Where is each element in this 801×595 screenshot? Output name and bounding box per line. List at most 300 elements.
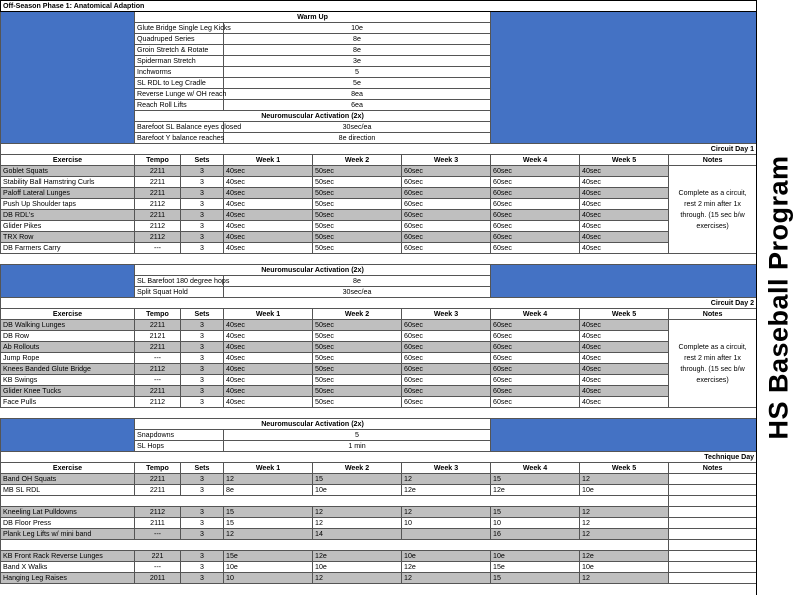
- cell: 50sec: [313, 375, 402, 386]
- cell: 40sec: [580, 188, 669, 199]
- cell: 3: [181, 529, 224, 540]
- exercise-row: [1, 353, 757, 364]
- exercise-row: [1, 551, 757, 562]
- column-header: Week 3: [402, 155, 491, 166]
- column-header: Exercise: [1, 155, 135, 166]
- cell: 2112: [135, 221, 181, 232]
- column-header: Sets: [181, 155, 224, 166]
- cell: 60sec: [402, 375, 491, 386]
- cell: 60sec: [402, 188, 491, 199]
- exercise-name: Band X Walks: [1, 562, 135, 573]
- cell: 60sec: [491, 353, 580, 364]
- cell: 12: [402, 474, 491, 485]
- prescription: 8e: [224, 276, 491, 287]
- column-header: Tempo: [135, 309, 181, 320]
- cell: 12: [580, 573, 669, 584]
- cell: 60sec: [402, 210, 491, 221]
- cell: 3: [181, 375, 224, 386]
- cell: 60sec: [491, 199, 580, 210]
- cell: 40sec: [224, 353, 313, 364]
- cell: 2211: [135, 474, 181, 485]
- exercise-name: Spiderman Stretch: [135, 56, 224, 67]
- notes-cell: [669, 529, 757, 540]
- cell: 15: [491, 507, 580, 518]
- cell: 60sec: [402, 386, 491, 397]
- cell: 12: [224, 474, 313, 485]
- prescription: 30sec/ea: [224, 287, 491, 298]
- cell: 50sec: [313, 177, 402, 188]
- prescription: 8ea: [224, 89, 491, 100]
- exercise-name: SL RDL to Leg Cradle: [135, 78, 224, 89]
- cell: 10e: [313, 485, 402, 496]
- cell: 3: [181, 507, 224, 518]
- column-header: Week 5: [580, 155, 669, 166]
- program-title: HS Baseball Program: [763, 155, 794, 440]
- cell: 40sec: [224, 210, 313, 221]
- cell: 50sec: [313, 188, 402, 199]
- cell: 10e: [491, 551, 580, 562]
- notes-cell: [669, 496, 757, 507]
- exercise-row: [1, 188, 757, 199]
- exercise-name: Push Up Shoulder taps: [1, 199, 135, 210]
- header-row: [1, 463, 757, 474]
- exercise-name: DB Farmers Carry: [1, 243, 135, 254]
- day-label-row: [1, 452, 757, 463]
- column-header: Week 2: [313, 309, 402, 320]
- title-row: [1, 1, 757, 12]
- cell: 10e: [580, 485, 669, 496]
- cell: 60sec: [402, 166, 491, 177]
- exercise-row: [1, 507, 757, 518]
- exercise-name: Split Squat Hold: [135, 287, 224, 298]
- cell: 50sec: [313, 166, 402, 177]
- cell: ---: [135, 375, 181, 386]
- column-header: Week 1: [224, 155, 313, 166]
- column-header: Week 1: [224, 309, 313, 320]
- exercise-name: Kneeling Lat Pulldowns: [1, 507, 135, 518]
- prescription: 6ea: [224, 100, 491, 111]
- exercise-row: [1, 342, 757, 353]
- neuro-heading-row: [1, 419, 757, 430]
- cell: ---: [135, 353, 181, 364]
- cell: 10: [402, 518, 491, 529]
- prescription: 8e direction: [224, 133, 491, 144]
- exercise-name: DB Floor Press: [1, 518, 135, 529]
- exercise-row: [1, 210, 757, 221]
- cell: [402, 529, 491, 540]
- exercise-row: [1, 331, 757, 342]
- cell: 3: [181, 573, 224, 584]
- cell: 12: [580, 529, 669, 540]
- notes-cell: [669, 540, 757, 551]
- cell: 60sec: [491, 364, 580, 375]
- blue-block-right: [491, 12, 757, 144]
- day-label: Circuit Day 1: [1, 144, 757, 155]
- cell: 2211: [135, 188, 181, 199]
- cell: ---: [135, 243, 181, 254]
- exercise-name: Goblet Squats: [1, 166, 135, 177]
- exercise-row: [1, 485, 757, 496]
- cell: 60sec: [402, 342, 491, 353]
- cell: 2111: [135, 518, 181, 529]
- column-header: Exercise: [1, 309, 135, 320]
- cell: 40sec: [224, 232, 313, 243]
- exercise-name: Snapdowns: [135, 430, 224, 441]
- cell: 10e: [580, 562, 669, 573]
- cell: 40sec: [580, 232, 669, 243]
- cell: 50sec: [313, 210, 402, 221]
- cell: 15: [224, 518, 313, 529]
- column-header: Week 2: [313, 155, 402, 166]
- cell: 50sec: [313, 397, 402, 408]
- column-header: Week 3: [402, 309, 491, 320]
- cell: 50sec: [313, 386, 402, 397]
- exercise-name: DB Row: [1, 331, 135, 342]
- cell: 40sec: [580, 375, 669, 386]
- cell: 50sec: [313, 342, 402, 353]
- cell: 40sec: [224, 386, 313, 397]
- spacer-row: [1, 496, 757, 507]
- cell: 221: [135, 551, 181, 562]
- cell: 60sec: [491, 210, 580, 221]
- cell: 60sec: [402, 320, 491, 331]
- exercise-row: [1, 562, 757, 573]
- cell: 50sec: [313, 364, 402, 375]
- cell: 2211: [135, 485, 181, 496]
- cell: 40sec: [224, 166, 313, 177]
- exercise-name: Hanging Leg Raises: [1, 573, 135, 584]
- cell: 15e: [224, 551, 313, 562]
- exercise-row: [1, 199, 757, 210]
- cell: 60sec: [402, 243, 491, 254]
- cell: 40sec: [224, 331, 313, 342]
- cell: 40sec: [224, 364, 313, 375]
- cell: 3: [181, 474, 224, 485]
- cell: 15: [491, 474, 580, 485]
- cell: 3: [181, 166, 224, 177]
- blue-block-right: [491, 419, 757, 452]
- cell: 60sec: [491, 166, 580, 177]
- exercise-name: Inchworms: [135, 67, 224, 78]
- cell: 40sec: [580, 353, 669, 364]
- cell: 60sec: [491, 188, 580, 199]
- cell: 8e: [224, 485, 313, 496]
- cell: 2112: [135, 507, 181, 518]
- notes-cell: Complete as a circuit, rest 2 min after 1x through. (15 sec b/w exercises): [669, 166, 757, 254]
- prescription: 8e: [224, 34, 491, 45]
- cell: 12: [580, 474, 669, 485]
- prescription: 3e: [224, 56, 491, 67]
- blue-block-left: [1, 12, 135, 144]
- prescription: 1 min: [224, 441, 491, 452]
- exercise-name: Quadruped Series: [135, 34, 224, 45]
- sheet-title: Off-Season Phase 1: Anatomical Adaption: [1, 1, 757, 12]
- cell: 10: [224, 573, 313, 584]
- cell: 2211: [135, 177, 181, 188]
- exercise-row: [1, 166, 757, 177]
- cell: 2211: [135, 320, 181, 331]
- cell: 10e: [224, 562, 313, 573]
- day-label-row: [1, 298, 757, 309]
- exercise-row: [1, 320, 757, 331]
- cell: 60sec: [402, 353, 491, 364]
- spacer-row: [1, 254, 757, 265]
- cell: ---: [135, 562, 181, 573]
- exercise-name: Groin Stretch & Rotate: [135, 45, 224, 56]
- cell: 50sec: [313, 331, 402, 342]
- cell: 50sec: [313, 243, 402, 254]
- notes-cell: [669, 507, 757, 518]
- cell: 2112: [135, 397, 181, 408]
- cell: 60sec: [491, 331, 580, 342]
- cell: 12e: [491, 485, 580, 496]
- cell: 10: [491, 518, 580, 529]
- cell: 10e: [313, 562, 402, 573]
- prescription: 5: [224, 430, 491, 441]
- cell: 40sec: [224, 243, 313, 254]
- cell: 2211: [135, 342, 181, 353]
- cell: 3: [181, 243, 224, 254]
- column-header: Sets: [181, 463, 224, 474]
- cell: 12: [580, 518, 669, 529]
- warmup-heading-row: [1, 12, 757, 23]
- exercise-name: TRX Row: [1, 232, 135, 243]
- cell: 40sec: [224, 375, 313, 386]
- cell: 40sec: [224, 199, 313, 210]
- column-header: Week 4: [491, 309, 580, 320]
- cell: 10e: [402, 551, 491, 562]
- cell: 60sec: [402, 397, 491, 408]
- cell: 40sec: [580, 243, 669, 254]
- cell: 60sec: [491, 342, 580, 353]
- cell: 3: [181, 210, 224, 221]
- exercise-name: Stability Ball Hamstring Curls: [1, 177, 135, 188]
- cell: 2112: [135, 199, 181, 210]
- exercise-row: [1, 573, 757, 584]
- cell: 3: [181, 562, 224, 573]
- cell: 15e: [491, 562, 580, 573]
- header-row: [1, 155, 757, 166]
- spacer-row: [1, 408, 757, 419]
- exercise-name: MB SL RDL: [1, 485, 135, 496]
- cell: 40sec: [224, 221, 313, 232]
- cell: 12: [402, 573, 491, 584]
- column-header: Tempo: [135, 155, 181, 166]
- cell: 12e: [313, 551, 402, 562]
- cell: 40sec: [580, 199, 669, 210]
- day-label: Technique Day: [1, 452, 757, 463]
- column-header: Week 5: [580, 463, 669, 474]
- exercise-name: Barefoot Y balance reaches: [135, 133, 224, 144]
- cell: 3: [181, 320, 224, 331]
- cell: 3: [181, 199, 224, 210]
- cell: 3: [181, 551, 224, 562]
- side-banner: [756, 0, 801, 595]
- cell: 12: [224, 529, 313, 540]
- exercise-name: DB Walking Lunges: [1, 320, 135, 331]
- cell: 3: [181, 188, 224, 199]
- cell: 60sec: [491, 375, 580, 386]
- exercise-row: [1, 221, 757, 232]
- blue-block-left: [1, 265, 135, 298]
- neuro-heading: Neuromuscular Activation (2x): [135, 265, 491, 276]
- cell: ---: [135, 529, 181, 540]
- cell: 40sec: [580, 364, 669, 375]
- cell: 60sec: [491, 177, 580, 188]
- cell: 60sec: [491, 221, 580, 232]
- exercise-name: Glider Pikes: [1, 221, 135, 232]
- cell: 12e: [402, 562, 491, 573]
- cell: 40sec: [580, 210, 669, 221]
- exercise-row: [1, 375, 757, 386]
- exercise-name: SL Barefoot 180 degree hops: [135, 276, 224, 287]
- column-header: Notes: [669, 155, 757, 166]
- cell: 2211: [135, 210, 181, 221]
- column-header: Week 4: [491, 463, 580, 474]
- cell: 50sec: [313, 353, 402, 364]
- cell: 3: [181, 386, 224, 397]
- exercise-name: Band OH Squats: [1, 474, 135, 485]
- column-header: Week 3: [402, 463, 491, 474]
- neuro-heading: Neuromuscular Activation (2x): [135, 111, 491, 122]
- cell: 60sec: [491, 386, 580, 397]
- exercise-row: [1, 364, 757, 375]
- cell: 40sec: [580, 320, 669, 331]
- column-header: Week 4: [491, 155, 580, 166]
- exercise-row: [1, 386, 757, 397]
- cell: 40sec: [580, 221, 669, 232]
- cell: 3: [181, 397, 224, 408]
- exercise-name: Knees Banded Glute Bridge: [1, 364, 135, 375]
- cell: 50sec: [313, 232, 402, 243]
- exercise-row: [1, 474, 757, 485]
- cell: 16: [491, 529, 580, 540]
- neuro-heading: Neuromuscular Activation (2x): [135, 419, 491, 430]
- spacer: [1, 496, 669, 507]
- exercise-name: KB Front Rack Reverse Lunges: [1, 551, 135, 562]
- cell: 3: [181, 353, 224, 364]
- cell: 60sec: [491, 320, 580, 331]
- exercise-row: [1, 177, 757, 188]
- exercise-row: [1, 232, 757, 243]
- exercise-name: Face Pulls: [1, 397, 135, 408]
- notes-cell: [669, 474, 757, 485]
- cell: 3: [181, 232, 224, 243]
- cell: 3: [181, 485, 224, 496]
- cell: 50sec: [313, 199, 402, 210]
- column-header: Notes: [669, 463, 757, 474]
- column-header: Sets: [181, 309, 224, 320]
- cell: 12: [402, 507, 491, 518]
- notes-cell: [669, 551, 757, 562]
- cell: 3: [181, 342, 224, 353]
- cell: 60sec: [491, 243, 580, 254]
- exercise-name: Jump Rope: [1, 353, 135, 364]
- cell: 12: [580, 507, 669, 518]
- cell: 40sec: [224, 320, 313, 331]
- spacer: [1, 408, 757, 419]
- cell: 50sec: [313, 221, 402, 232]
- cell: 2011: [135, 573, 181, 584]
- exercise-name: KB Swings: [1, 375, 135, 386]
- cell: 3: [181, 364, 224, 375]
- exercise-row: [1, 529, 757, 540]
- exercise-name: Glider Knee Tucks: [1, 386, 135, 397]
- warmup-heading: Warm Up: [135, 12, 491, 23]
- blue-block-left: [1, 419, 135, 452]
- neuro-heading-row: [1, 265, 757, 276]
- prescription: 10e: [224, 23, 491, 34]
- exercise-name: DB RDL's: [1, 210, 135, 221]
- header-row: [1, 309, 757, 320]
- blue-block-right: [491, 265, 757, 298]
- cell: 40sec: [580, 397, 669, 408]
- exercise-name: Barefoot SL Balance eyes closed: [135, 122, 224, 133]
- exercise-name: Ab Rollouts: [1, 342, 135, 353]
- exercise-name: Paloff Lateral Lunges: [1, 188, 135, 199]
- prescription: 30sec/ea: [224, 122, 491, 133]
- spacer: [1, 540, 669, 551]
- day-label: Circuit Day 2: [1, 298, 757, 309]
- cell: 12e: [402, 485, 491, 496]
- exercise-name: Plank Leg Lifts w/ mini band: [1, 529, 135, 540]
- cell: 2112: [135, 364, 181, 375]
- cell: 12: [313, 507, 402, 518]
- column-header: Week 5: [580, 309, 669, 320]
- column-header: Tempo: [135, 463, 181, 474]
- cell: 50sec: [313, 320, 402, 331]
- cell: 40sec: [580, 177, 669, 188]
- cell: 40sec: [580, 342, 669, 353]
- cell: 60sec: [402, 221, 491, 232]
- exercise-row: [1, 243, 757, 254]
- cell: 14: [313, 529, 402, 540]
- column-header: Week 2: [313, 463, 402, 474]
- exercise-name: SL Hops: [135, 441, 224, 452]
- cell: 3: [181, 518, 224, 529]
- cell: 2112: [135, 232, 181, 243]
- cell: 60sec: [402, 364, 491, 375]
- cell: 60sec: [402, 331, 491, 342]
- cell: 12: [313, 573, 402, 584]
- notes-cell: [669, 562, 757, 573]
- cell: 15: [313, 474, 402, 485]
- notes-cell: [669, 485, 757, 496]
- cell: 60sec: [402, 232, 491, 243]
- spacer-row: [1, 540, 757, 551]
- exercise-row: [1, 397, 757, 408]
- cell: 3: [181, 177, 224, 188]
- exercise-name: Reverse Lunge w/ OH reach: [135, 89, 224, 100]
- cell: 40sec: [580, 166, 669, 177]
- notes-cell: [669, 518, 757, 529]
- notes-cell: Complete as a circuit, rest 2 min after 1x through. (15 sec b/w exercises): [669, 320, 757, 408]
- notes-cell: [669, 573, 757, 584]
- cell: 40sec: [224, 397, 313, 408]
- exercise-name: Reach Roll Lifts: [135, 100, 224, 111]
- cell: 60sec: [402, 199, 491, 210]
- column-header: Week 1: [224, 463, 313, 474]
- exercise-row: [1, 518, 757, 529]
- cell: 40sec: [580, 331, 669, 342]
- cell: 12: [313, 518, 402, 529]
- prescription: 8e: [224, 45, 491, 56]
- cell: 40sec: [224, 188, 313, 199]
- column-header: Exercise: [1, 463, 135, 474]
- prescription: 5: [224, 67, 491, 78]
- cell: 60sec: [491, 232, 580, 243]
- cell: 2211: [135, 166, 181, 177]
